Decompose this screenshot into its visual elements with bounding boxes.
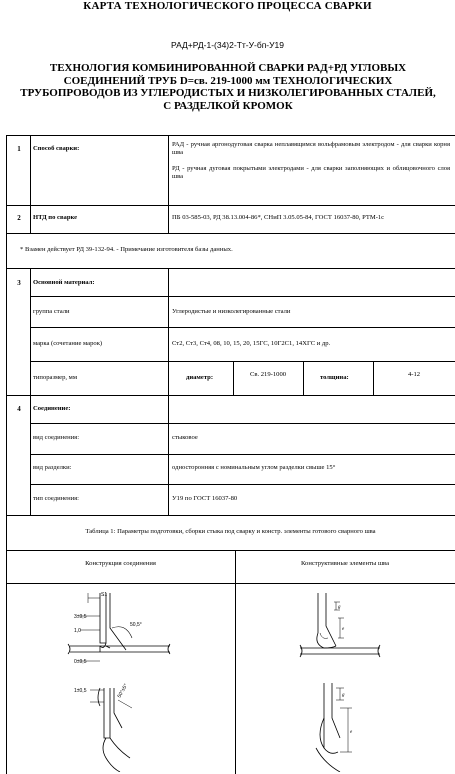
label-s1: S1 <box>101 592 108 598</box>
label-angle: 50,5° <box>130 622 142 628</box>
joint-kind-label: тип соединения: <box>33 495 79 502</box>
row-divider <box>30 423 455 424</box>
label-gap2: 1,0 <box>74 628 81 634</box>
process-code: РАД+РД-1-(34)2-Тт-У-бп-У19 <box>171 40 284 50</box>
steel-group-label: группа стали <box>33 308 70 315</box>
row-number: 4 <box>17 405 21 413</box>
column-divider <box>303 361 304 395</box>
row-divider <box>6 515 455 516</box>
ntd-value: ПБ 03-585-03, РД 38.13.004-86*, СНиП 3.05.05-84, ГОСТ 16037-80, РТМ-1с <box>172 214 385 221</box>
column-divider <box>168 205 169 233</box>
welding-method-rad: РАД - ручная аргонодуговая сварка неплавящимся вольфрамовым электродом - для сварки корня шва <box>172 141 450 156</box>
column-divider <box>235 550 236 774</box>
column-divider <box>168 135 169 205</box>
joint-label: Соединение: <box>33 405 71 412</box>
column-divider <box>168 268 169 515</box>
row-divider <box>6 583 455 584</box>
row-number: 3 <box>17 279 21 287</box>
row-divider <box>6 205 455 206</box>
table-caption: Таблица 1: Параметры подготовки, сборки стыка под сварку и констр. элементы готового сварного шва <box>85 528 376 535</box>
thickness-label: толщина: <box>320 374 349 381</box>
label-top: 1±0,5 <box>74 688 87 694</box>
label-e-upper: e <box>342 627 345 632</box>
ntd-label: НТД по сварке <box>33 214 78 221</box>
label-gap1: 3±0,5 <box>74 614 87 620</box>
document-title: КАРТА ТЕХНОЛОГИЧЕСКОГО ПРОЦЕССА СВАРКИ <box>83 0 372 12</box>
row-divider <box>30 484 455 485</box>
row-divider <box>6 233 455 234</box>
joint-type-label: вид соединения: <box>33 434 80 441</box>
row-number: 2 <box>17 214 21 222</box>
row-divider <box>30 296 455 297</box>
column-divider <box>30 268 31 515</box>
label-g-upper: g <box>338 605 341 610</box>
diameter-label: диаметр: <box>186 374 214 381</box>
weld-elements-drawing <box>280 588 400 772</box>
document-subtitle: ТЕХНОЛОГИЯ КОМБИНИРОВАННОЙ СВАРКИ РАД+РД УГЛОВЫХ СОЕДИНЕНИЙ ТРУБ D=св. 219-1000 мм ТЕХНОЛОГИЧЕСКИХ ТРУБОПРОВОДОВ ИЗ УГЛЕРОДИСТЫХ И НИЗКОЛЕГИРОВАННЫХ СТАЛЕЙ, С РАЗДЕЛКОЙ КРОМОК <box>20 62 436 112</box>
label-e-lower: e <box>350 730 353 735</box>
joint-type-value: стыковое <box>172 434 198 441</box>
ntd-note: * Взамен действует РД 39-132-94. - Примечание изготовителя базы данных. <box>20 246 233 253</box>
thickness-value: 4-12 <box>407 371 421 378</box>
row-divider <box>30 454 455 455</box>
row-divider <box>30 361 455 362</box>
welding-method-rd: РД - ручная дуговая покрытыми электродами - для сварки заполняющих и облицовочного слоя шва <box>172 165 450 180</box>
label-root: 0±0,5 <box>74 659 87 665</box>
welding-method-label: Способ сварки: <box>33 145 80 152</box>
row-number: 1 <box>17 145 21 153</box>
bevel-label: вид разделки: <box>33 464 72 471</box>
steel-grade-value: Ст2, Ст3, Ст4, 08, 10, 15, 20, 15ГС, 10Г2С1, 14ХГС и др. <box>172 340 331 347</box>
column-header-elements: Конструктивные элементы шва <box>300 560 389 567</box>
label-g-lower: g <box>342 693 345 698</box>
row-divider <box>6 395 455 396</box>
row-divider <box>30 327 455 328</box>
diameter-value: Св. 219-1000 <box>249 371 287 378</box>
size-label: типоразмер, мм <box>33 374 78 381</box>
row-divider <box>6 550 455 551</box>
steel-grade-label: марка (сочетание марок) <box>33 340 103 347</box>
joint-kind-value: У19 по ГОСТ 16037-80 <box>172 495 238 502</box>
label-angle2: 50°±5° <box>116 682 130 699</box>
steel-group-value: Углеродистые и низколегированные стали <box>172 308 291 315</box>
bevel-value: односторонняя с номинальным углом разделки свыше 15° <box>172 464 336 471</box>
joint-construction-drawing <box>60 588 180 772</box>
row-divider <box>6 268 455 269</box>
base-material-label: Основной материал: <box>33 279 95 286</box>
column-header-construction: Конструкция соединения <box>85 560 156 567</box>
